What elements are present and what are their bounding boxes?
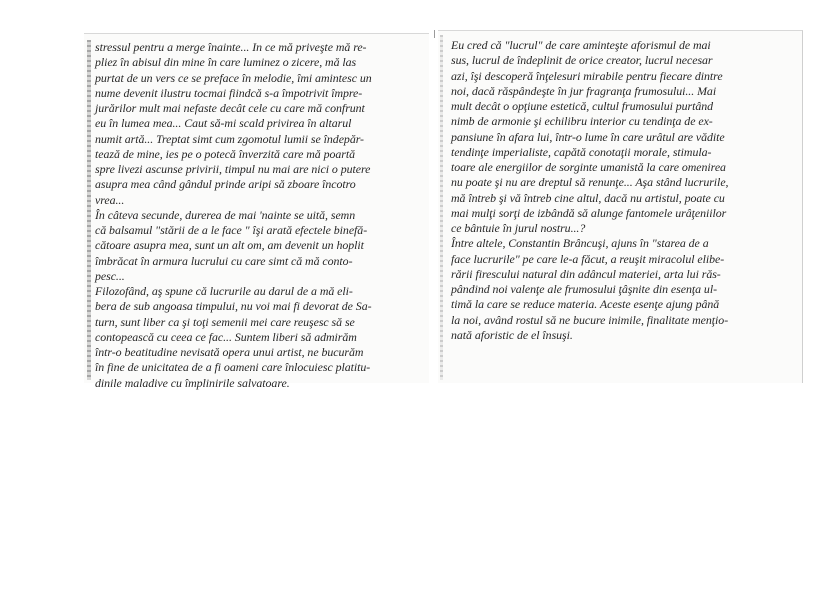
text-line: toare ale energiilor de sorginte umanistă la care omenirea xyxy=(451,160,726,174)
text-line: stressul pentru a merge înainte... In ce mă priveşte mă re- xyxy=(95,40,367,54)
text-line: Eu cred că "lucrul" de care aminteşte aforismul de mai xyxy=(451,38,711,52)
text-line: mă întreb şi vă întreb cine altul, dacă nu artistul, poate cu xyxy=(451,190,725,205)
text-line: pesc... xyxy=(95,268,125,283)
text-line: spre livezi ascunse privirii, timpul nu mai are nici o putere xyxy=(95,162,371,176)
text-line: îmbrăcat în armura lucrului cu care simt că mă conto- xyxy=(95,253,353,268)
text-line: mai mulţi sorţi de izbândă să alunge fantomele urâţeniilor xyxy=(451,205,727,220)
text-line: nume devenit ilustru tocmai fiindcă s-a împotrivit împre- xyxy=(95,85,363,100)
text-line: dinile maladive cu împlinirile salvatoare. xyxy=(95,375,290,390)
text-line: ce bântuie în jurul nostru...? xyxy=(451,221,586,235)
text-line: tează de mine, ies pe o potecă înverzită care mă poartă xyxy=(95,146,355,161)
text-line: într-o beatitudine nevisată opera unui artist, ne bucurăm xyxy=(95,345,364,359)
text-line: rării firescului natural din adâncul materiei, arta lui răs- xyxy=(451,266,721,281)
text-line: pansiune în afara lui, într-o lume în care urâtul are vădite xyxy=(451,129,725,144)
text-line: nimb de armonie şi echilibru interior cu tendinţa de ex- xyxy=(451,114,713,129)
text-line: sus, lucrul de îndeplinit de orice creator, lucrul necesar xyxy=(451,53,713,68)
text-line: turn, sunt liber ca şi toţi semenii mei care reuşesc să se xyxy=(95,314,355,329)
left-text-column xyxy=(95,40,427,391)
text-line: asupra mea când gândul prinde aripi să zboare încotro xyxy=(95,177,356,192)
right-text-column xyxy=(451,38,797,343)
text-line: la noi, având rostul să ne bucure inimile, finalitate menţio- xyxy=(451,312,729,327)
text-line: că balsamul "stării de a le face " îşi arată efectele binefă- xyxy=(95,223,368,237)
text-line: purtat de un vers ce se preface în melodie, îmi amintesc un xyxy=(95,70,372,85)
text-line: pândind noi valenţe ale frumosului ţâşnite din esenţa ul- xyxy=(451,282,717,296)
text-line: vrea... xyxy=(95,192,125,207)
text-line: numit artă... Treptat simt cum zgomotul lumii se îndepăr- xyxy=(95,131,364,146)
text-line: timă la care se reduce materia. Aceste esenţe ajung până xyxy=(451,297,720,312)
text-line: azi, îşi descoperă înţelesuri mirabile pentru fiecare dintre xyxy=(451,68,723,83)
text-line: bera de sub angoasa timpului, nu voi mai fi devorat de Sa- xyxy=(95,299,372,314)
text-line: mult decât o opţiune estetică, cultul frumosului purtând xyxy=(451,99,714,113)
clipping-gap-mark xyxy=(434,30,435,38)
text-line: contopească cu ceea ce fac... Suntem liberi să admirăm xyxy=(95,329,357,344)
text-line: Între altele, Constantin Brâncuşi, ajuns în "starea de a xyxy=(451,236,709,251)
text-line: tendinţe imperialiste, capătă conotaţii morale, stimula- xyxy=(451,144,712,159)
text-line: jurărilor mult mai nefaste decât cele cu care mă confrunt xyxy=(95,101,365,115)
text-line: nată aforistic de el însuşi. xyxy=(451,327,573,342)
text-line: În câteva secunde, durerea de mai 'nainte se uită, semn xyxy=(95,207,356,222)
text-line: face lucrurile" pe care le-a făcut, a reuşit miracolul elibe- xyxy=(451,251,725,266)
text-line: Filozofând, aş spune că lucrurile au darul de a mă eli- xyxy=(95,284,353,298)
text-line: eu în lumea mea... Caut să-mi scald privirea în altarul xyxy=(95,116,352,131)
text-line: pliez în abisul din mine în care luminez o zicere, mă las xyxy=(95,55,357,70)
text-line: noi, dacă răspândeşte în jur fragranţa frumosului... Mai xyxy=(451,83,717,98)
text-line: cătoare asupra mea, sunt un alt om, am devenit un hoplit xyxy=(95,238,364,253)
text-line: nu poate şi nu are dreptul să renunţe... Aşa stând lucrurile, xyxy=(451,175,729,190)
text-line: în fine de unicitatea de a fi oameni care înlocuiesc platitu- xyxy=(95,360,371,375)
